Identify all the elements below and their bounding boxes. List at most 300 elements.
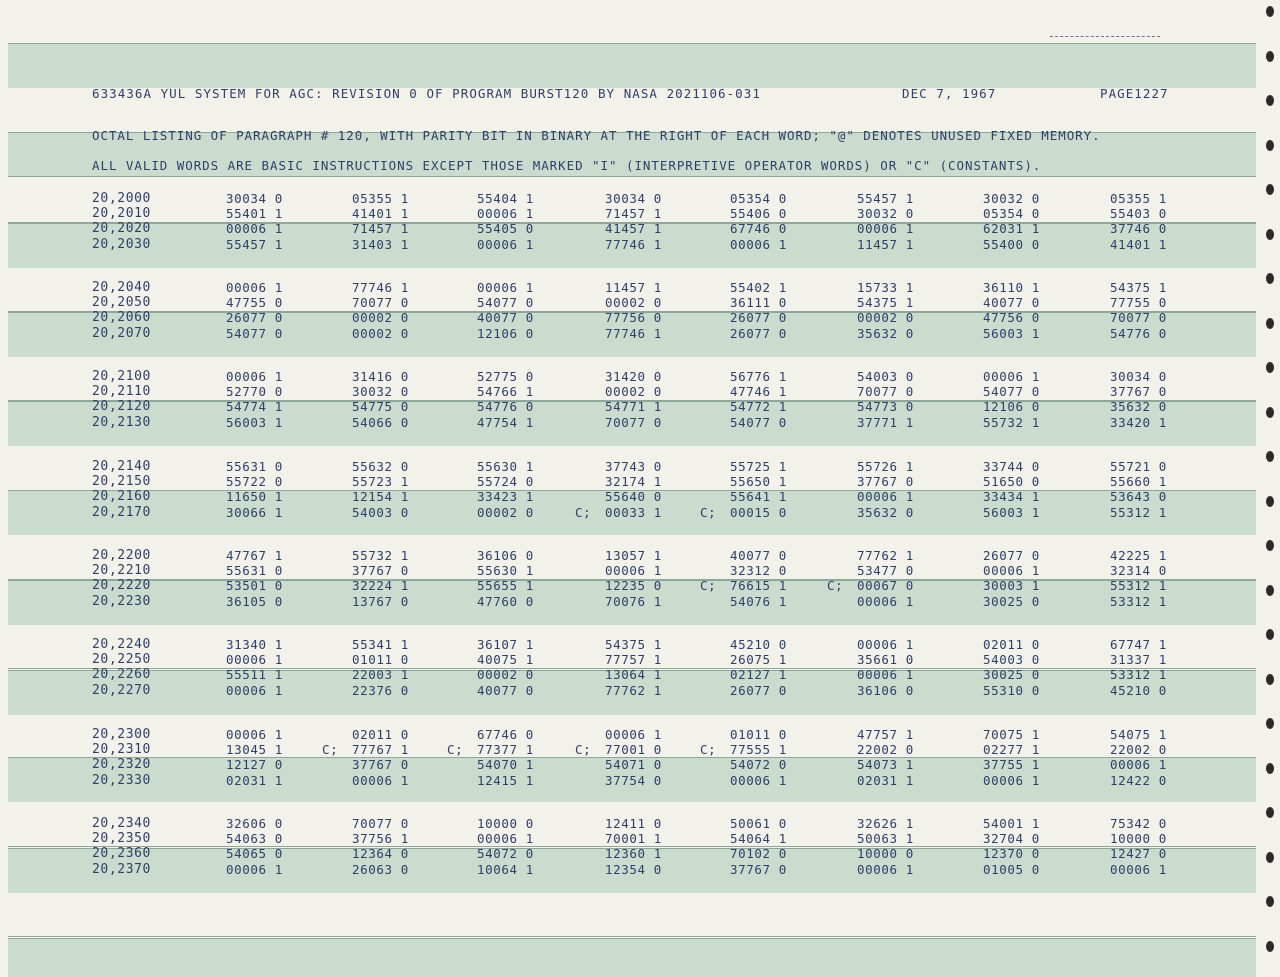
octal-word: 55641 1 [730, 489, 787, 505]
octal-word: 35661 0 [857, 652, 914, 668]
octal-word: 00006 1 [1110, 861, 1167, 877]
octal-word: 05354 0 [983, 206, 1040, 222]
octal-word: 54064 1 [730, 831, 787, 847]
octal-word: 02277 1 [983, 742, 1040, 758]
octal-word: 36111 0 [730, 295, 787, 311]
octal-word: 55400 0 [983, 236, 1040, 252]
octal-word: 11457 1 [605, 280, 662, 295]
octal-word: 12422 0 [1110, 772, 1167, 788]
listing-description-line-1: OCTAL LISTING OF PARAGRAPH # 120, WITH PARITY BIT IN BINARY AT THE RIGHT OF EACH WORD; "@" DENOTES UNUSED FIXED MEMORY. [92, 128, 1101, 143]
octal-word: 53477 0 [857, 563, 914, 579]
octal-word: 11650 1 [226, 489, 283, 505]
octal-word: 55650 1 [730, 474, 787, 490]
octal-word: 56003 1 [983, 325, 1040, 341]
octal-word: 55724 0 [477, 474, 534, 490]
octal-word: 77756 0 [605, 310, 662, 326]
octal-word: 54003 0 [983, 652, 1040, 668]
listing-address: 20,2120 [92, 399, 151, 415]
octal-word: 01011 0 [352, 652, 409, 668]
octal-word: 40077 0 [477, 682, 534, 698]
octal-word: 71457 1 [352, 221, 409, 237]
octal-word: 00006 1 [1110, 757, 1167, 773]
octal-word: 67747 1 [1110, 637, 1167, 652]
feed-hole [1266, 451, 1274, 462]
listing-address: 20,2340 [92, 816, 151, 831]
listing-address: 20,2270 [92, 682, 151, 698]
octal-word: 37755 1 [983, 757, 1040, 773]
octal-word: 00002 0 [477, 504, 534, 520]
listing-address: 20,2360 [92, 846, 151, 862]
octal-word: 00006 1 [226, 682, 283, 698]
octal-word: 37767 0 [857, 474, 914, 490]
octal-word: 41401 1 [352, 206, 409, 222]
listing-address: 20,2310 [92, 742, 151, 758]
listing-address: 20,2230 [92, 593, 151, 609]
octal-word: 36110 1 [983, 280, 1040, 295]
octal-word: 55630 1 [477, 459, 534, 474]
feed-hole [1266, 496, 1274, 507]
octal-word: 30034 0 [226, 191, 283, 206]
octal-word: 00006 1 [730, 236, 787, 252]
octal-word: 26077 0 [983, 548, 1040, 563]
octal-word: 54075 1 [1110, 727, 1167, 742]
octal-word: 55640 0 [605, 489, 662, 505]
octal-word: 37767 0 [352, 563, 409, 579]
listing-address: 20,2260 [92, 667, 151, 683]
octal-word: 55660 1 [1110, 474, 1167, 490]
octal-word: 30032 0 [857, 206, 914, 222]
octal-word: 55631 0 [226, 563, 283, 579]
octal-word: 33434 1 [983, 489, 1040, 505]
header-program-line: 633436A YUL SYSTEM FOR AGC: REVISION 0 OF PROGRAM BURST120 BY NASA 2021106-031 [92, 86, 761, 101]
octal-word: 22376 0 [352, 682, 409, 698]
octal-word: 54072 0 [477, 846, 534, 862]
octal-word: 00002 0 [352, 325, 409, 341]
feed-hole [1266, 896, 1274, 907]
octal-word: 02031 1 [857, 772, 914, 788]
feed-hole [1266, 140, 1274, 151]
octal-word: 13045 1 [226, 742, 283, 758]
octal-word: 77767 1 [352, 742, 409, 758]
octal-word: 12354 0 [605, 861, 662, 877]
octal-word: 77746 1 [352, 280, 409, 295]
octal-word: 13057 1 [605, 548, 662, 563]
feed-hole [1266, 362, 1274, 373]
octal-word: 12370 0 [983, 846, 1040, 862]
octal-word: 55312 1 [1110, 578, 1167, 594]
green-bar [8, 938, 1256, 977]
listing-address: 20,2320 [92, 757, 151, 773]
octal-word: 77377 1 [477, 742, 534, 758]
octal-word: 54775 0 [352, 399, 409, 415]
listing-address: 20,2010 [92, 206, 151, 222]
octal-word: 00006 1 [226, 727, 283, 742]
octal-word: 12127 0 [226, 757, 283, 773]
octal-word: 32626 1 [857, 816, 914, 831]
octal-word: 12411 0 [605, 816, 662, 831]
octal-word: 54077 0 [477, 295, 534, 311]
octal-word: 50063 1 [857, 831, 914, 847]
listing-address: 20,2250 [92, 652, 151, 668]
octal-word: 42225 1 [1110, 548, 1167, 563]
octal-word: 77762 1 [605, 682, 662, 698]
octal-word: 33420 1 [1110, 414, 1167, 430]
octal-word: 55405 0 [477, 221, 534, 237]
feed-hole [1266, 318, 1274, 329]
octal-word: 70075 1 [983, 727, 1040, 742]
octal-word: 00006 1 [226, 861, 283, 877]
octal-word: 00006 1 [730, 772, 787, 788]
octal-word: 02011 0 [983, 637, 1040, 652]
octal-word: 55310 0 [983, 682, 1040, 698]
octal-word: 77746 1 [605, 325, 662, 341]
listing-address: 20,2130 [92, 414, 151, 430]
listing-address: 20,2240 [92, 637, 151, 652]
listing-address: 20,2330 [92, 772, 151, 788]
octal-word: 00006 1 [857, 667, 914, 683]
octal-word: 54774 1 [226, 399, 283, 415]
octal-word: 10000 0 [857, 846, 914, 862]
octal-word: 55655 1 [477, 578, 534, 594]
octal-word: 10000 0 [477, 816, 534, 831]
octal-word: 54072 0 [730, 757, 787, 773]
octal-word: 00006 1 [226, 280, 283, 295]
octal-word: 35632 0 [857, 325, 914, 341]
octal-word: 77555 1 [730, 742, 787, 758]
octal-word: 53312 1 [1110, 593, 1167, 609]
constant-marker: C; [700, 742, 717, 758]
feed-hole [1266, 807, 1274, 818]
octal-word: 12235 0 [605, 578, 662, 594]
octal-word: 75342 0 [1110, 816, 1167, 831]
octal-word: 00006 1 [226, 652, 283, 668]
octal-word: 12106 0 [477, 325, 534, 341]
octal-word: 33423 1 [477, 489, 534, 505]
octal-word: 55406 0 [730, 206, 787, 222]
octal-word: 37754 0 [605, 772, 662, 788]
bar-edge-rule [8, 176, 1256, 177]
octal-word: 54771 1 [605, 399, 662, 415]
octal-word: 55457 1 [857, 191, 914, 206]
octal-word: 47756 0 [983, 310, 1040, 326]
octal-word: 30032 0 [352, 384, 409, 400]
octal-word: 01011 0 [730, 727, 787, 742]
octal-word: 55723 1 [352, 474, 409, 490]
octal-word: 77755 0 [1110, 295, 1167, 311]
octal-word: 00006 1 [983, 772, 1040, 788]
octal-word: 22002 0 [857, 742, 914, 758]
octal-word: 02011 0 [352, 727, 409, 742]
octal-word: 10064 1 [477, 861, 534, 877]
octal-word: 00015 0 [730, 504, 787, 520]
octal-word: 55632 0 [352, 459, 409, 474]
octal-word: 00006 1 [857, 637, 914, 652]
bar-edge-rule [8, 936, 1256, 937]
octal-word: 00006 1 [352, 772, 409, 788]
octal-word: 70077 0 [605, 414, 662, 430]
constant-marker: C; [700, 578, 717, 594]
listing-address: 20,2220 [92, 578, 151, 594]
feed-hole [1266, 407, 1274, 418]
octal-word: 53643 0 [1110, 489, 1167, 505]
octal-word: 41401 1 [1110, 236, 1167, 252]
header-page-number: PAGE1227 [1100, 86, 1169, 101]
octal-word: 70077 0 [857, 384, 914, 400]
octal-word: 31403 1 [352, 236, 409, 252]
octal-word: 55401 1 [226, 206, 283, 222]
octal-word: 30066 1 [226, 504, 283, 520]
octal-word: 30034 0 [605, 191, 662, 206]
octal-word: 47754 1 [477, 414, 534, 430]
octal-word: 47767 1 [226, 548, 283, 563]
octal-word: 00006 1 [477, 206, 534, 222]
octal-word: 53312 1 [1110, 667, 1167, 683]
feed-hole [1266, 629, 1274, 640]
octal-word: 77757 1 [605, 652, 662, 668]
octal-word: 52775 0 [477, 369, 534, 384]
octal-word: 12415 1 [477, 772, 534, 788]
feed-hole [1266, 184, 1274, 195]
octal-word: 00067 0 [857, 578, 914, 594]
octal-word: 54776 0 [477, 399, 534, 415]
octal-word: 22003 1 [352, 667, 409, 683]
listing-address: 20,2150 [92, 474, 151, 490]
octal-word: 12106 0 [983, 399, 1040, 415]
octal-word: 56003 1 [983, 504, 1040, 520]
listing-address: 20,2030 [92, 236, 151, 252]
octal-word: 32224 1 [352, 578, 409, 594]
octal-word: 54065 0 [226, 846, 283, 862]
octal-word: 26077 0 [730, 325, 787, 341]
octal-word: 00002 0 [352, 310, 409, 326]
octal-word: 11457 1 [857, 236, 914, 252]
octal-word: 77762 1 [857, 548, 914, 563]
octal-word: 00002 0 [605, 295, 662, 311]
octal-word: 36106 0 [477, 548, 534, 563]
feed-hole [1266, 95, 1274, 106]
octal-word: 00006 1 [857, 221, 914, 237]
octal-word: 55631 0 [226, 459, 283, 474]
octal-word: 32606 0 [226, 816, 283, 831]
octal-word: 30034 0 [1110, 369, 1167, 384]
octal-word: 37771 1 [857, 414, 914, 430]
torn-edge-mark [1050, 36, 1160, 40]
octal-word: 55732 1 [352, 548, 409, 563]
octal-word: 47755 0 [226, 295, 283, 311]
green-bar [8, 43, 1256, 88]
octal-word: 54766 1 [477, 384, 534, 400]
octal-word: 55732 1 [983, 414, 1040, 430]
octal-word: 12360 1 [605, 846, 662, 862]
octal-word: 55630 1 [477, 563, 534, 579]
octal-word: 00002 0 [477, 667, 534, 683]
octal-word: 37767 0 [1110, 384, 1167, 400]
octal-word: 01005 0 [983, 861, 1040, 877]
octal-word: 00006 1 [477, 831, 534, 847]
constant-marker: C; [322, 742, 339, 758]
octal-word: 54001 1 [983, 816, 1040, 831]
octal-word: 55341 1 [352, 637, 409, 652]
listing-address: 20,2050 [92, 295, 151, 311]
octal-word: 40075 1 [477, 652, 534, 668]
octal-word: 54066 0 [352, 414, 409, 430]
octal-word: 47757 1 [857, 727, 914, 742]
octal-word: 22002 0 [1110, 742, 1167, 758]
feed-hole [1266, 941, 1274, 952]
octal-word: 00006 1 [226, 221, 283, 237]
octal-word: 00006 1 [857, 489, 914, 505]
feed-hole [1266, 763, 1274, 774]
octal-word: 47760 0 [477, 593, 534, 609]
octal-word: 37767 0 [730, 861, 787, 877]
octal-word: 05355 1 [352, 191, 409, 206]
octal-word: 41457 1 [605, 221, 662, 237]
octal-word: 54071 0 [605, 757, 662, 773]
octal-word: 00006 1 [605, 563, 662, 579]
octal-word: 54003 0 [352, 504, 409, 520]
octal-word: 32704 0 [983, 831, 1040, 847]
octal-word: 00006 1 [226, 369, 283, 384]
listing-address: 20,2370 [92, 861, 151, 877]
octal-word: 55404 1 [477, 191, 534, 206]
octal-word: 54073 1 [857, 757, 914, 773]
listing-address: 20,2160 [92, 489, 151, 505]
octal-word: 54077 0 [983, 384, 1040, 400]
listing-address: 20,2040 [92, 280, 151, 295]
octal-word: 15733 1 [857, 280, 914, 295]
octal-word: 67746 0 [730, 221, 787, 237]
octal-word: 00006 1 [857, 593, 914, 609]
octal-word: 54003 0 [857, 369, 914, 384]
octal-word: 55725 1 [730, 459, 787, 474]
listing-address: 20,2100 [92, 369, 151, 384]
octal-word: 54772 1 [730, 399, 787, 415]
listing-address: 20,2350 [92, 831, 151, 847]
octal-word: 70001 1 [605, 831, 662, 847]
listing-address: 20,2140 [92, 459, 151, 474]
constant-marker: C; [827, 578, 844, 594]
octal-word: 26077 0 [730, 310, 787, 326]
octal-word: 77001 0 [605, 742, 662, 758]
octal-word: 33744 0 [983, 459, 1040, 474]
octal-word: 12427 0 [1110, 846, 1167, 862]
octal-word: 26063 0 [352, 861, 409, 877]
listing-address: 20,2000 [92, 191, 151, 206]
octal-word: 30025 0 [983, 593, 1040, 609]
octal-word: 30032 0 [983, 191, 1040, 206]
octal-word: 62031 1 [983, 221, 1040, 237]
octal-word: 50061 0 [730, 816, 787, 831]
octal-word: 67746 0 [477, 727, 534, 742]
listing-address: 20,2020 [92, 221, 151, 237]
octal-word: 37767 0 [352, 757, 409, 773]
octal-word: 00002 0 [605, 384, 662, 400]
octal-word: 55722 0 [226, 474, 283, 490]
octal-word: 00033 1 [605, 504, 662, 520]
octal-word: 00006 1 [477, 236, 534, 252]
octal-word: 05355 1 [1110, 191, 1167, 206]
octal-word: 32314 0 [1110, 563, 1167, 579]
octal-word: 54076 1 [730, 593, 787, 609]
listing-address: 20,2070 [92, 325, 151, 341]
octal-word: 71457 1 [605, 206, 662, 222]
octal-word: 13064 1 [605, 667, 662, 683]
feed-hole [1266, 229, 1274, 240]
header-date: DEC 7, 1967 [902, 86, 997, 101]
octal-word: 00002 0 [857, 310, 914, 326]
octal-word: 56003 1 [226, 414, 283, 430]
feed-hole [1266, 51, 1274, 62]
octal-word: 51650 0 [983, 474, 1040, 490]
octal-word: 00006 1 [983, 369, 1040, 384]
octal-word: 12364 0 [352, 846, 409, 862]
octal-word: 40077 0 [477, 310, 534, 326]
constant-marker: C; [700, 504, 717, 520]
feed-hole [1266, 540, 1274, 551]
octal-word: 70077 0 [352, 295, 409, 311]
octal-word: 36106 0 [857, 682, 914, 698]
octal-word: 53501 0 [226, 578, 283, 594]
octal-word: 26077 0 [226, 310, 283, 326]
constant-marker: C; [575, 504, 592, 520]
octal-word: 55726 1 [857, 459, 914, 474]
octal-word: 70077 0 [352, 816, 409, 831]
octal-word: 36107 1 [477, 637, 534, 652]
octal-word: 54070 1 [477, 757, 534, 773]
listing-address: 20,2200 [92, 548, 151, 563]
octal-word: 02127 1 [730, 667, 787, 683]
octal-word: 54375 1 [857, 295, 914, 311]
octal-word: 77746 1 [605, 236, 662, 252]
octal-word: 00006 1 [605, 727, 662, 742]
octal-word: 00006 1 [477, 280, 534, 295]
octal-word: 31420 0 [605, 369, 662, 384]
octal-word: 26077 0 [730, 682, 787, 698]
octal-word: 02031 1 [226, 772, 283, 788]
listing-address: 20,2300 [92, 727, 151, 742]
octal-word: 36105 0 [226, 593, 283, 609]
octal-word: 70077 0 [1110, 310, 1167, 326]
octal-word: 35632 0 [857, 504, 914, 520]
octal-word: 45210 0 [1110, 682, 1167, 698]
octal-word: 52770 0 [226, 384, 283, 400]
octal-word: 54375 1 [1110, 280, 1167, 295]
octal-word: 37756 1 [352, 831, 409, 847]
octal-word: 54077 0 [226, 325, 283, 341]
octal-word: 54077 0 [730, 414, 787, 430]
octal-word: 35632 0 [1110, 399, 1167, 415]
octal-word: 32174 1 [605, 474, 662, 490]
octal-word: 47746 1 [730, 384, 787, 400]
octal-word: 55312 1 [1110, 504, 1167, 520]
octal-word: 31337 1 [1110, 652, 1167, 668]
listing-address: 20,2110 [92, 384, 151, 400]
octal-word: 55511 1 [226, 667, 283, 683]
octal-word: 76615 1 [730, 578, 787, 594]
octal-word: 40077 0 [983, 295, 1040, 311]
octal-word: 13767 0 [352, 593, 409, 609]
constant-marker: C; [447, 742, 464, 758]
octal-word: 12154 1 [352, 489, 409, 505]
feed-hole [1266, 585, 1274, 596]
listing-description-line-2: ALL VALID WORDS ARE BASIC INSTRUCTIONS EXCEPT THOSE MARKED "I" (INTERPRETIVE OPERATOR WORDS) OR "C" (CONSTANTS). [92, 158, 1042, 173]
octal-word: 00006 1 [983, 563, 1040, 579]
octal-word: 30025 0 [983, 667, 1040, 683]
octal-word: 54773 0 [857, 399, 914, 415]
constant-marker: C; [575, 742, 592, 758]
listing-address: 20,2210 [92, 563, 151, 579]
octal-word: 54776 0 [1110, 325, 1167, 341]
